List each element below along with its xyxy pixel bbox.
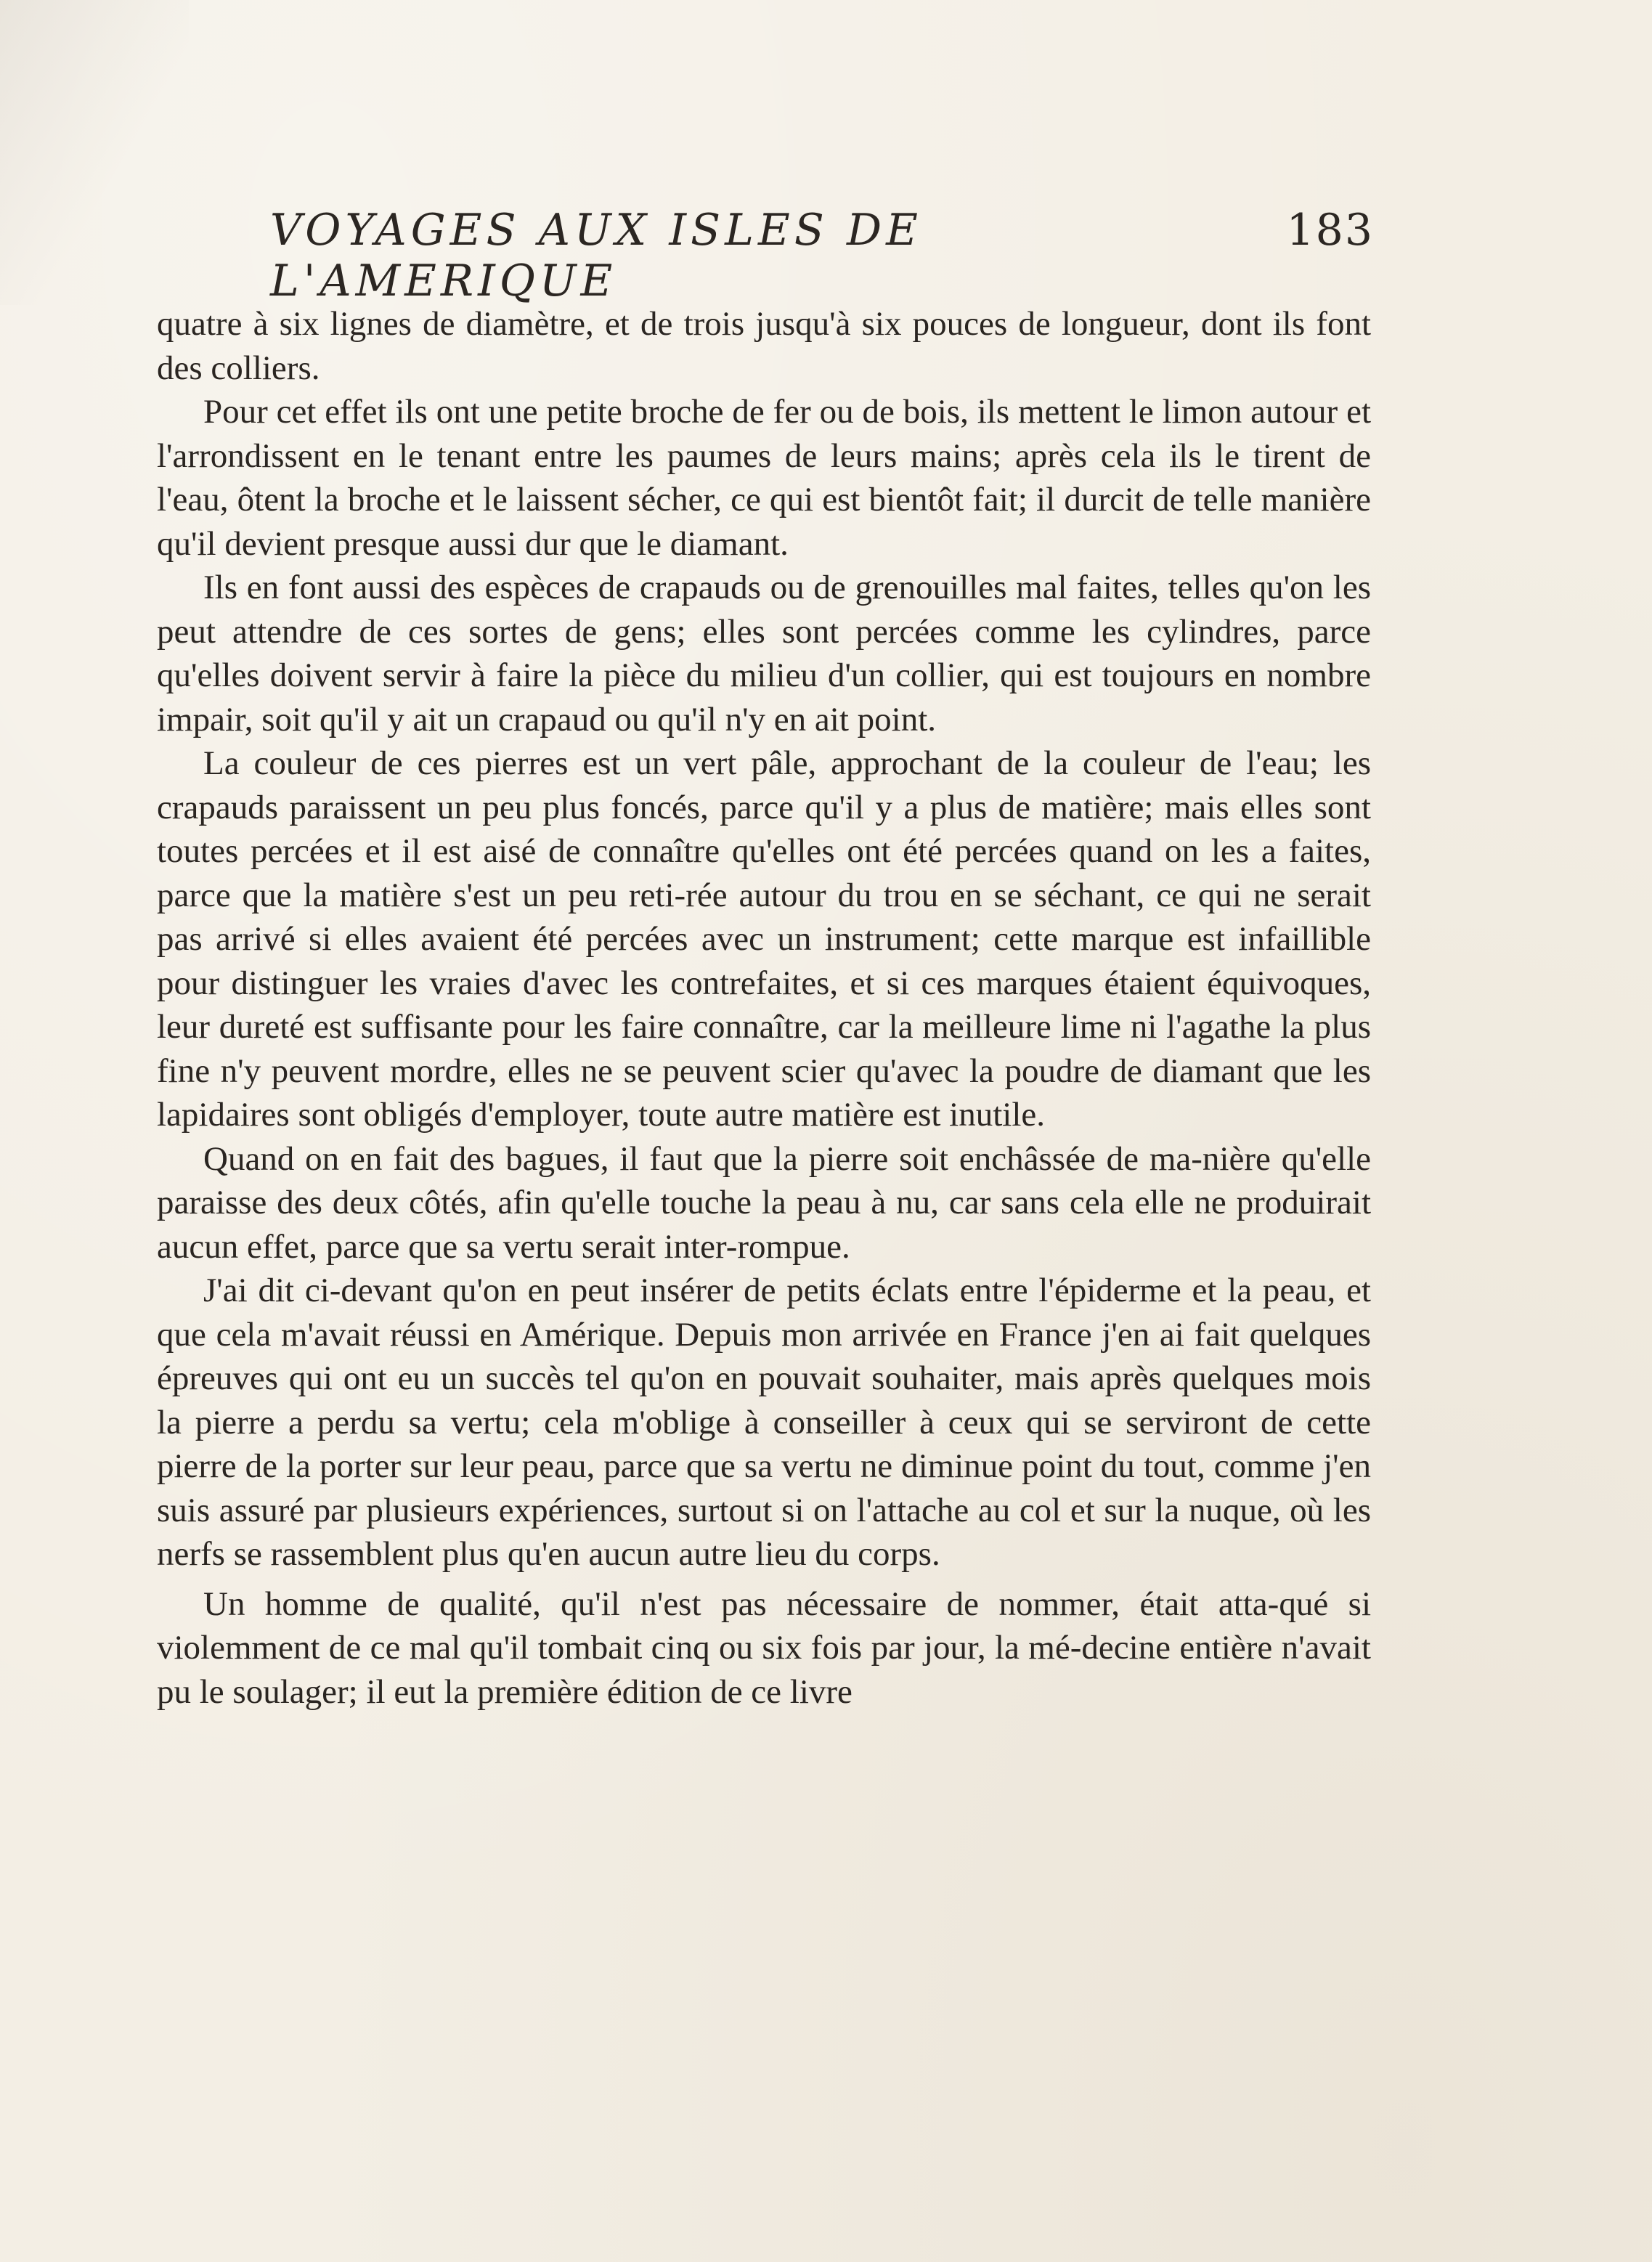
paragraph: J'ai dit ci-devant qu'on en peut insérer de petits éclats entre l'épiderme et la peau, et que cela m'avait réussi en Amérique. Depuis mon arrivée en France j'en ai fait quelques épreuves qui ont eu un succès tel qu'on en pouvait souhaiter, mais après quelques mois la pierre a perdu sa vertu; cela m'oblige à conseiller à ceux qui se serviront de cette pierre de la porter sur leur peau, parce que sa vertu ne diminue point du tout, comme j'en suis assuré par plusieurs expériences, surtout si on l'attache au col et sur la nuque, où les nerfs se rassemblent plus qu'en aucun autre lieu du corps. [157, 1272, 1371, 1573]
paragraph: Pour cet effet ils ont une petite broche de fer ou de bois, ils mettent le limon autour et l'arrondissent en le tenant entre les paumes de leurs mains; après cela ils le tirent de l'eau, ôtent la broche et le laissent sécher, ce qui est bientôt fait; il durcit de telle manière qu'il devient presque aussi dur que le diamant. [157, 393, 1371, 563]
paper-fold-shadow [0, 0, 189, 305]
paragraph-continuation: quatre à six lignes de diamètre, et de trois jusqu'à six pouces de longueur, dont ils font des colliers. [157, 305, 1371, 387]
page-number: 183 [1286, 205, 1374, 256]
paragraph: Quand on en fait des bagues, il faut que la pierre soit enchâssée de ma-nière qu'elle paraisse des deux côtés, afin qu'elle touche la peau à nu, car sans cela elle ne produirait aucun effet, parce que sa vertu serait inter-rompue. [157, 1139, 1371, 1266]
paragraph: Ils en font aussi des espèces de crapauds ou de grenouilles mal faites, telles qu'on les peut attendre de ces sortes de gens; elles sont percées comme les cylindres, parce qu'elles doivent servir à faire la pièce du milieu d'un collier, qui est toujours en nombre impair, soit qu'il y ait un crapaud ou qu'il n'y en ait point. [157, 569, 1371, 739]
running-title: VOYAGES AUX ISLES DE L'AMERIQUE [270, 205, 922, 306]
body-text [157, 302, 1371, 1714]
running-head [270, 205, 1374, 306]
paragraph: Un homme de qualité, qu'il n'est pas nécessaire de nommer, était atta-qué si violemment de ce mal qu'il tombait cinq ou six fois par jour, la mé-decine entière n'avait pu le soulager; il eut la première édition de ce livre [157, 1584, 1371, 1711]
paragraph: La couleur de ces pierres est un vert pâle, approchant de la couleur de l'eau; les crapauds paraissent un peu plus foncés, parce qu'il y a plus de matière; mais elles sont toutes percées et il est aisé de connaître qu'elles ont été percées quand on les a faites, parce que la matière s'est un peu reti-rée autour du trou en se séchant, ce qui ne serait pas arrivé si elles avaient été percées avec un instrument; cette marque est infaillible pour distinguer les vraies d'avec les contrefaites, et si ces marques étaient équivoques, leur dureté est suffisante pour les faire connaître, car la meilleure lime ni l'agathe la plus fine n'y peuvent mordre, elles ne se peuvent scier qu'avec la poudre de diamant que les lapidaires sont obligés d'employer, toute autre matière est inutile. [157, 744, 1371, 1134]
